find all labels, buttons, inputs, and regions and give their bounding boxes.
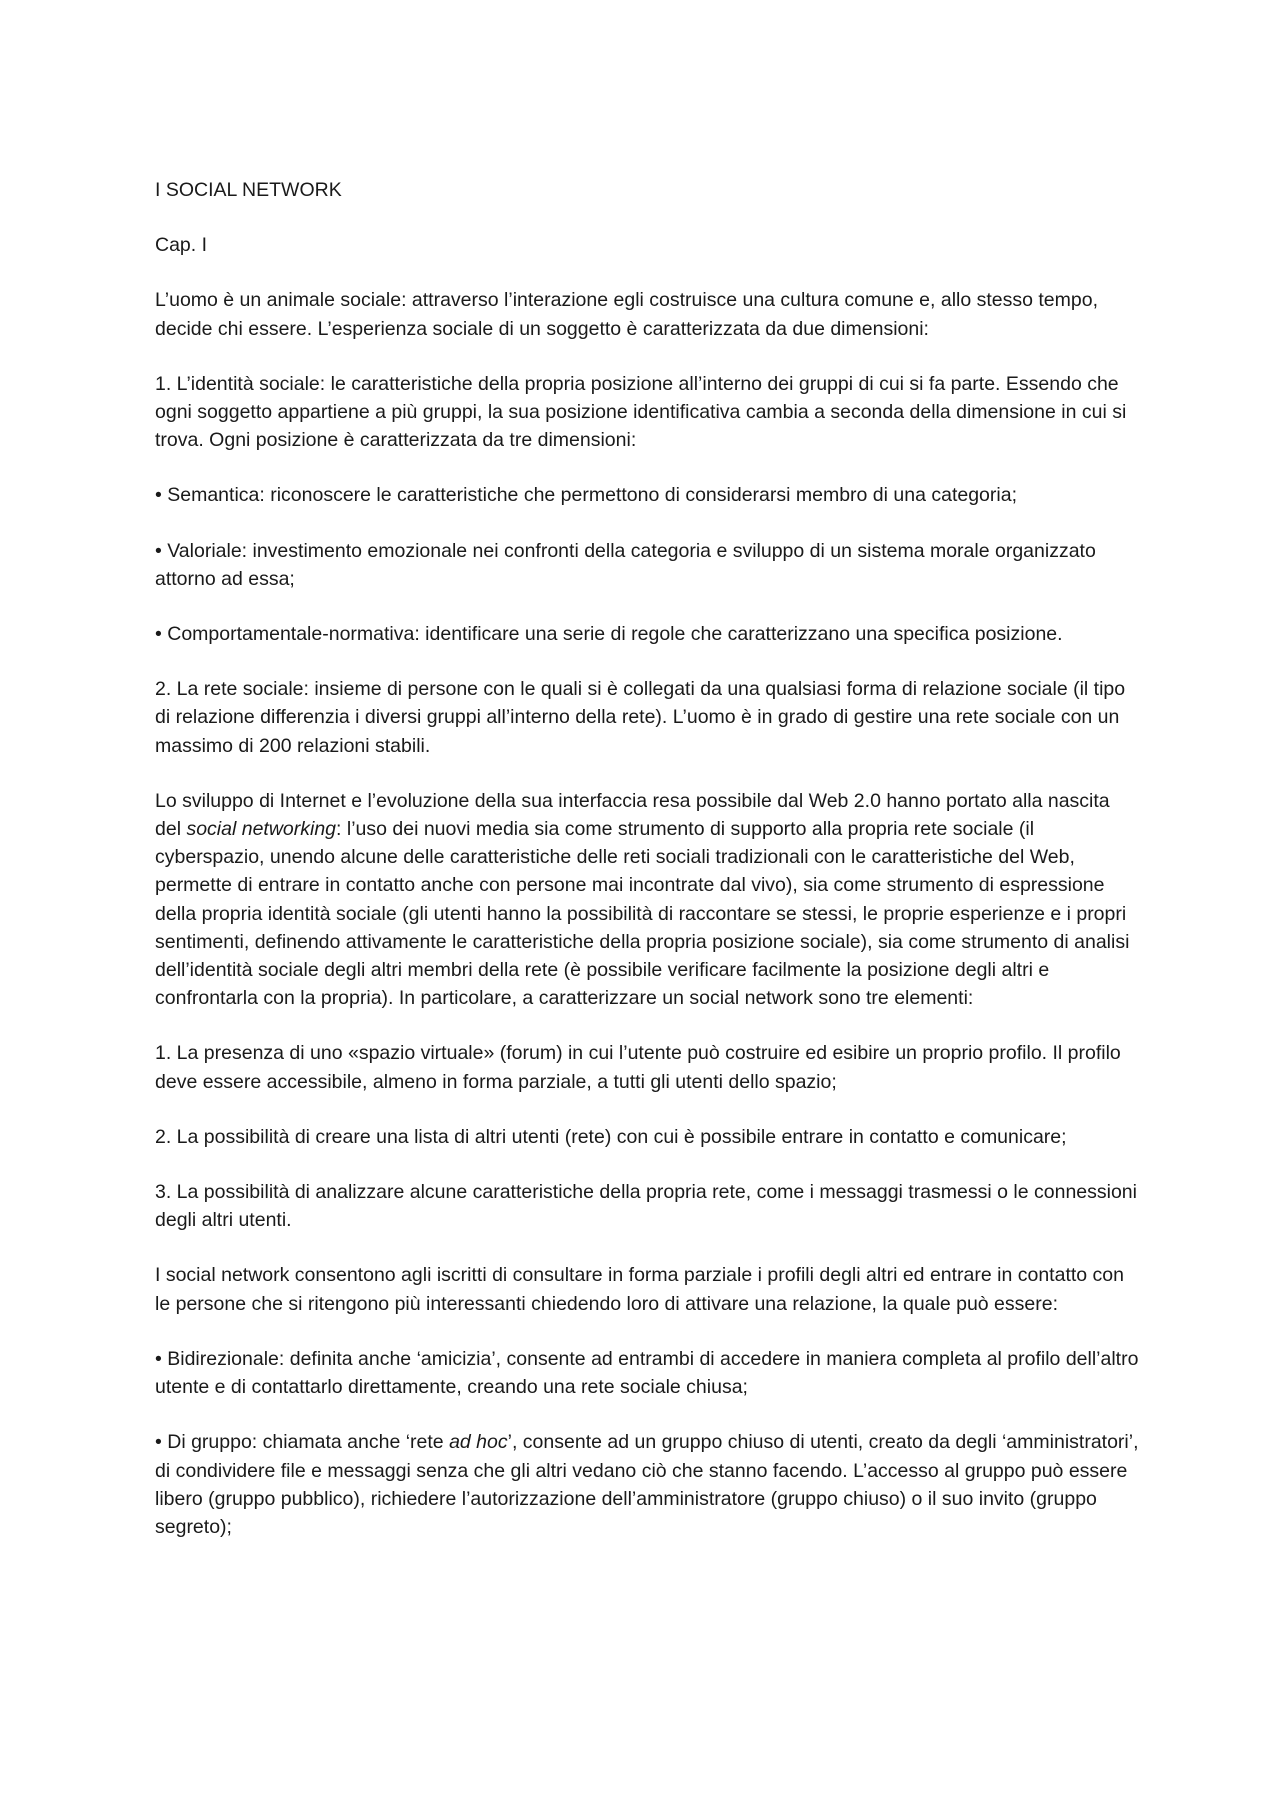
gruppo-end: ’, consente ad un gruppo chiuso di utenti, creato da degli ‘amministratori’, di condividere file e messaggi senza che gli altri vedano ciò che stanno facendo. L’accesso al gruppo può essere libero (gruppo pubblico), richiedere l’autorizzazione dell’amministratore (gruppo chiuso) o il suo invito (gruppo segreto); (155, 1431, 1139, 1538)
chapter-label: Cap. I (155, 234, 208, 257)
web-paragraph (155, 787, 1140, 1013)
intro-paragraph: L’uomo è un animale sociale: attraverso l’interazione egli costruisce una cultura comune e, allo stesso tempo, decide chi essere. L’esperienza sociale di un soggetto è caratterizzata da due dimensioni: (155, 289, 1099, 340)
web-paragraph-start: Lo sviluppo di Internet e l’evoluzione della sua interfaccia resa possibile dal Web 2.0 hanno portato alla nascita del (155, 789, 1110, 841)
bullet-bidirezionale: • Bidirezionale: definita anche ‘amicizia’, consente ad entrambi di accedere in maniera completa al profilo dell’altro utente e di contattarlo direttamente, creando una rete sociale chiusa; (155, 1347, 1139, 1399)
web-paragraph-emphasis: social networking (186, 818, 337, 841)
point-identita-sociale: 1. L’identità sociale: le caratteristiche della propria posizione all’interno dei gruppi di cui si fa parte. Essendo che ogni soggetto appartiene a più gruppi, la sua posizione identificativa cambia a seconda della dimensione in cui si trova. Ogni posizione è caratterizzata da tre dimensioni: (155, 372, 1127, 452)
gruppo-start: • Di gruppo: chiamata anche ‘rete (155, 1431, 450, 1454)
element-analisi-rete: 3. La possibilità di analizzare alcune caratteristiche della propria rete, come i messaggi trasmessi o le connessioni degli altri utenti. (155, 1181, 1137, 1232)
relations-intro: I social network consentono agli iscritti di consultare in forma parziale i profili degli altri ed entrare in contatto con le persone che si ritengono più interessanti chiedendo loro di attivare una relazione, la quale può essere: (155, 1264, 1124, 1315)
element-lista-utenti: 2. La possibilità di creare una lista di altri utenti (rete) con cui è possibile entrare in contatto e comunicare; (155, 1125, 1067, 1148)
bullet-di-gruppo (155, 1428, 1140, 1541)
bullet-valoriale: • Valoriale: investimento emozionale nei confronti della categoria e sviluppo di un sistema morale organizzato attorno ad essa; (155, 539, 1096, 590)
document-title: I SOCIAL NETWORK (155, 179, 342, 201)
gruppo-emphasis: ad hoc (449, 1431, 508, 1454)
web-paragraph-end: : l’uso dei nuovi media sia come strumento di supporto alla propria rete sociale (il cyberspazio, unendo alcune delle caratteristiche delle reti sociali tradizionali con le caratteristiche del Web, permette di entrare in contatto anche con persone mai incontrate dal vivo), sia come strumento di espressione della propria identità sociale (gli utenti hanno la possibilità di raccontare se stessi, le proprie esperienze e i propri sentimenti, definendo attivamente le caratteristiche della propria posizione sociale), sia come strumento di analisi dell’identità sociale degli altri membri della rete (è possibile verificare facilmente la posizione degli altri e confrontarla con la propria). In particolare, a caratterizzare un social network sono tre elementi: (155, 818, 1130, 1010)
bullet-semantica: • Semantica: riconoscere le caratteristiche che permettono di considerarsi membro di una categoria; (155, 484, 1017, 507)
document-body (155, 176, 1140, 1568)
bullet-comportamentale: • Comportamentale-normativa: identificare una serie di regole che caratterizzano una specifica posizione. (155, 623, 1063, 646)
point-rete-sociale: 2. La rete sociale: insieme di persone con le quali si è collegati da una qualsiasi forma di relazione sociale (il tipo di relazione differenzia i diversi gruppi all’interno della rete). L’uomo è in grado di gestire una rete sociale con un massimo di 200 relazioni stabili. (155, 678, 1126, 757)
element-spazio-virtuale: 1. La presenza di uno «spazio virtuale» (forum) in cui l’utente può costruire ed esibire un proprio profilo. Il profilo deve essere accessibile, almeno in forma parziale, a tutti gli utenti dello spazio; (155, 1042, 1121, 1093)
